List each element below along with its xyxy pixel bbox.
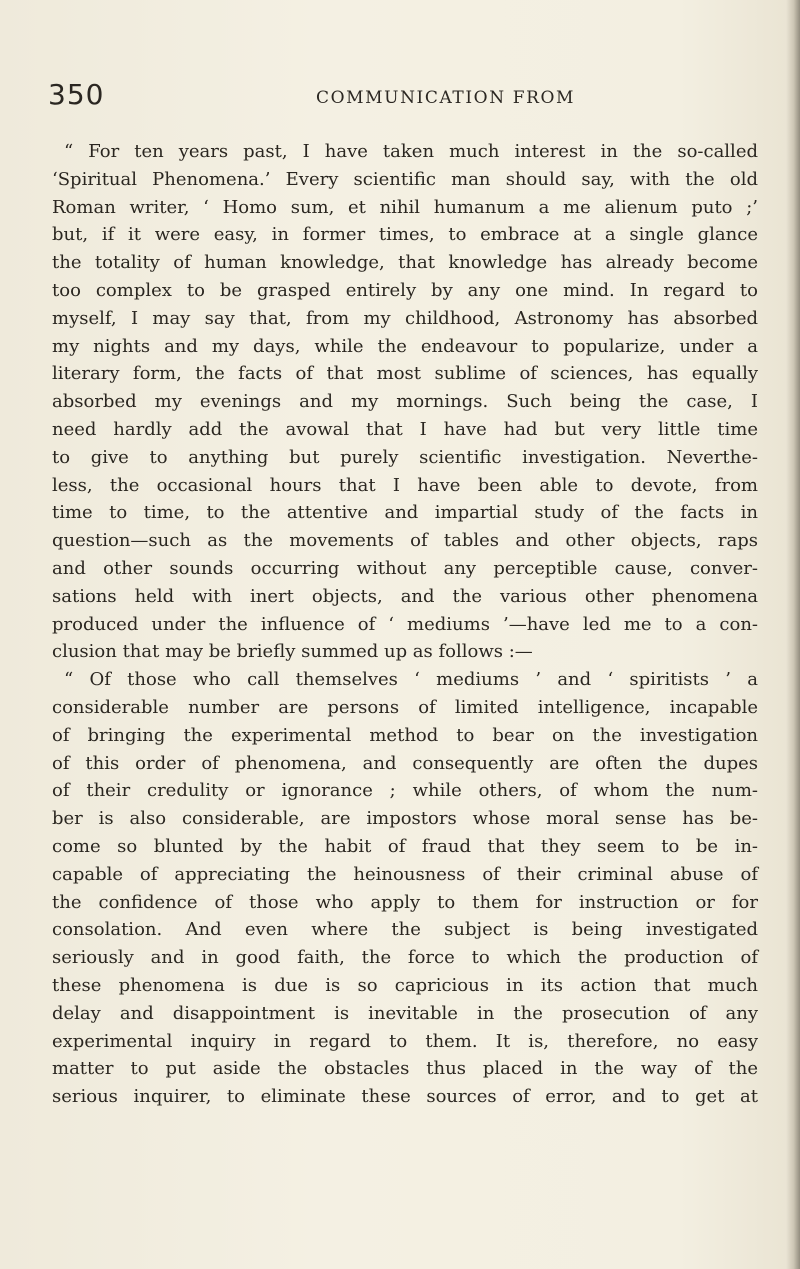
page-number: 350 (48, 78, 105, 111)
text-line: produced under the influence of ‘ mediums ’—have led me to a con- (52, 613, 758, 635)
text-line: seriously and in good faith, the force to which the production of (52, 947, 758, 969)
text-line: ber is also considerable, are impostors whose moral sense has be- (52, 808, 758, 830)
text-line: serious inquirer, to eliminate these sources of error, and to get at (52, 1086, 758, 1108)
text-line: consolation. And even where the subject is being investigated (52, 919, 758, 941)
text-line: and other sounds occurring without any perceptible cause, conver- (52, 557, 758, 579)
text-line: experimental inquiry in regard to them. It is, therefore, no easy (52, 1030, 758, 1052)
text-line: myself, I may say that, from my childhood, Astronomy has absorbed (52, 307, 758, 329)
text-line: time to time, to the attentive and impartial study of the facts in (52, 502, 758, 524)
text-line: absorbed my evenings and my mornings. Such being the case, I (52, 391, 758, 413)
text-line: question—such as the movements of tables and other objects, raps (52, 530, 758, 552)
text-line: my nights and my days, while the endeavour to popularize, under a (52, 335, 758, 357)
body-text (52, 138, 758, 1111)
text-line: the confidence of those who apply to them for instruction or for (52, 891, 758, 913)
text-line: too complex to be grasped entirely by any one mind. In regard to (52, 279, 758, 301)
running-head: COMMUNICATION FROM (316, 88, 576, 108)
text-line: “ For ten years past, I have taken much interest in the so-called (64, 141, 758, 162)
text-line: of their credulity or ignorance ; while others, of whom the num- (52, 780, 758, 802)
text-line: to give to anything but purely scientific investigation. Neverthe- (52, 446, 758, 468)
text-line: these phenomena is due is so capricious in its action that much (52, 974, 758, 996)
text-line: less, the occasional hours that I have been able to devote, from (52, 474, 758, 496)
text-line: literary form, the facts of that most sublime of sciences, has equally (52, 363, 758, 385)
text-line: considerable number are persons of limited intelligence, incapable (52, 696, 758, 718)
text-line: “ Of those who call themselves ‘ mediums ’ and ‘ spiritists ’ a (64, 669, 758, 691)
text-line: ‘Spiritual Phenomena.’ Every scientific man should say, with the old (52, 168, 758, 190)
page-edge-shadow (786, 0, 800, 1269)
text-line: matter to put aside the obstacles thus placed in the way of the (52, 1058, 758, 1080)
text-line: the totality of human knowledge, that knowledge has already become (52, 252, 758, 274)
text-line: capable of appreciating the heinousness of their criminal abuse of (52, 863, 758, 885)
text-line: clusion that may be briefly summed up as follows :— (52, 641, 533, 663)
text-line: but, if it were easy, in former times, to embrace at a single glance (52, 224, 758, 246)
text-line: come so blunted by the habit of fraud that they seem to be in- (52, 835, 758, 857)
text-line: Roman writer, ‘ Homo sum, et nihil humanum a me alienum puto ;’ (52, 196, 758, 218)
page-header (48, 78, 768, 122)
text-line: delay and disappointment is inevitable in the prosecution of any (52, 1002, 758, 1024)
text-line: of bringing the experimental method to bear on the investigation (52, 724, 758, 746)
text-line: need hardly add the avowal that I have had but very little time (52, 418, 758, 440)
text-line: of this order of phenomena, and consequently are often the dupes (52, 752, 758, 774)
text-line: sations held with inert objects, and the various other phenomena (52, 585, 758, 607)
